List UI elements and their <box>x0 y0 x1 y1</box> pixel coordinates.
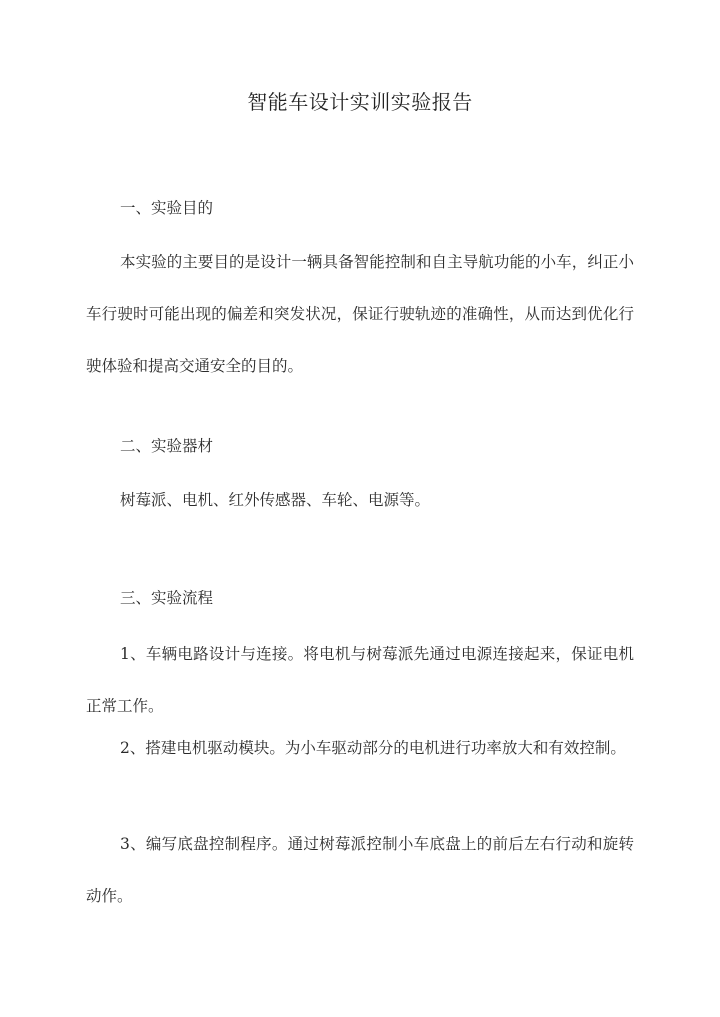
paragraph-purpose: 本实验的主要目的是设计一辆具备智能控制和自主导航功能的小车，纠正小车行驶时可能出现的偏差和突发状况，保证行驶轨迹的准确性，从而达到优化行驶体验和提高交通安全的目的。 <box>86 253 634 375</box>
section-heading-equipment: 二、实验器材 <box>120 437 214 455</box>
paragraph-equipment: 树莓派、电机、红外传感器、车轮、电源等。 <box>120 491 431 509</box>
procedure-step-3: 3、编写底盘控制程序。通过树莓派控制小车底盘上的前后左右行动和旋转动作。 <box>86 835 634 905</box>
document-title: 智能车设计实训实验报告 <box>247 90 473 114</box>
procedure-step-1: 1、车辆电路设计与连接。将电机与树莓派先通过电源连接起来，保证电机正常工作。 <box>86 645 634 715</box>
procedure-step-2: 2、搭建电机驱动模块。为小车驱动部分的电机进行功率放大和有效控制。 <box>120 739 626 757</box>
section-heading-procedure: 三、实验流程 <box>120 589 214 607</box>
section-heading-purpose: 一、实验目的 <box>120 199 214 217</box>
